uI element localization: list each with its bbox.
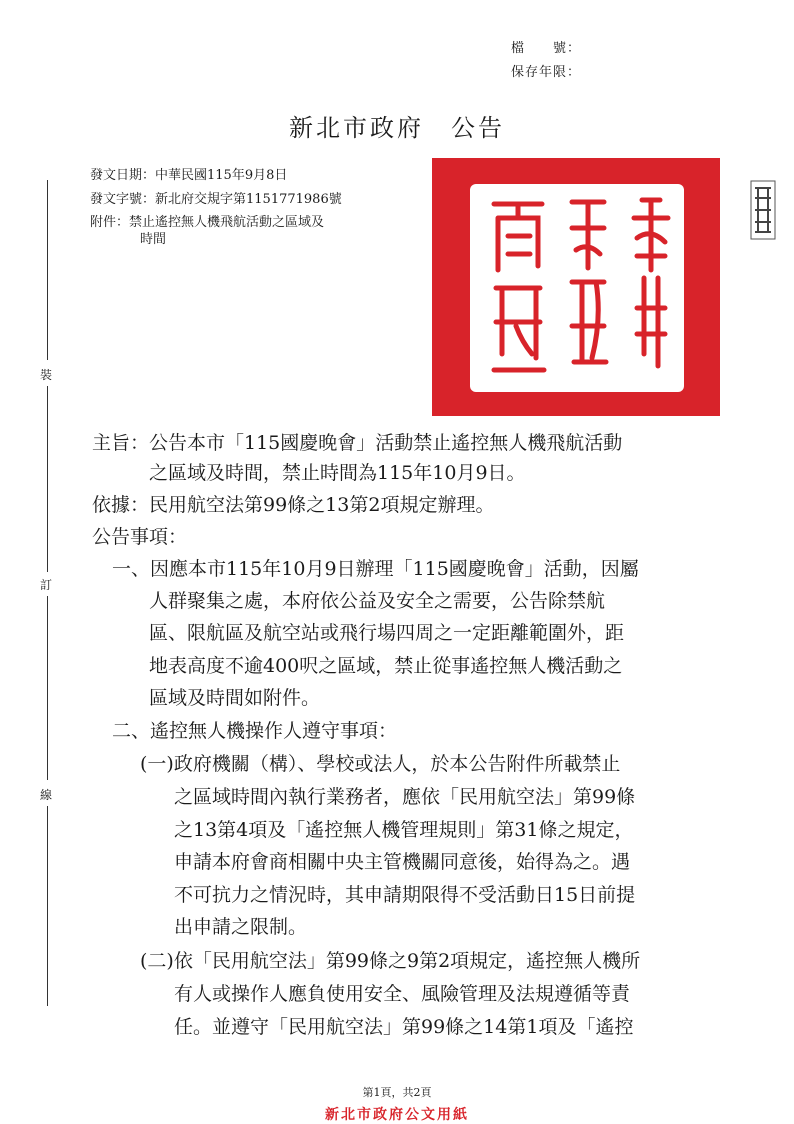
item-2-sub-1-line: 之13第4項及「遙控無人機管理規則」第31條之規定， (174, 819, 634, 841)
issue-date: 發文日期：中華民國115年9月8日 (90, 168, 288, 183)
binding-mark-xian: 線 (40, 788, 53, 802)
binding-line-segment (47, 596, 48, 780)
document-number: 發文字號：新北府交規字第1151771986號 (90, 192, 342, 207)
item-2-sub-2-line: 任。並遵守「民用航空法」第99條之14第1項及「遙控 (174, 1016, 634, 1038)
attachment-line-1: 附件：禁止遙控無人機飛航活動之區域及 (90, 215, 325, 230)
official-seal (432, 158, 720, 416)
item-2-sub-2-line: (二)依「民用航空法」第99條之9第2項規定，遙控無人機所 (140, 950, 641, 972)
binding-mark-ding: 訂 (40, 578, 53, 592)
item-2-heading: 二、遙控無人機操作人遵守事項： (112, 720, 398, 742)
item-2-sub-2-line: 有人或操作人應負使用安全、風險管理及法規遵循等責 (174, 983, 631, 1005)
items-heading: 公告事項： (92, 526, 188, 548)
binding-line-segment (47, 806, 48, 1006)
item-2-sub-1-line: 之區域時間內執行業務者，應依「民用航空法」第99條 (174, 786, 636, 808)
basis-line: 依據：民用航空法第99條之13第2項規定辦理。 (92, 494, 495, 516)
item-1-line: 區、限航區及航空站或飛行場四周之一定距離範圍外，距 (149, 622, 625, 644)
item-2-sub-1-line: 出申請之限制。 (174, 916, 308, 938)
binding-mark-zhuang: 裝 (40, 368, 53, 382)
right-edge-stamp (750, 180, 776, 240)
item-1-line: 地表高度不逾400呎之區域，禁止從事遙控無人機活動之 (149, 655, 623, 677)
item-2-sub-1-line: 不可抗力之情況時，其申請期限得不受活動日15日前提 (174, 884, 636, 906)
paper-label: 新北市政府公文用紙 (325, 1107, 469, 1123)
item-1-line: 區域及時間如附件。 (149, 687, 321, 709)
binding-line-segment (47, 180, 48, 360)
page-number: 第1頁，共2頁 (362, 1086, 432, 1099)
subject-line-1: 主旨：公告本市「115國慶晚會」活動禁止遙控無人機飛航活動 (92, 432, 623, 454)
file-number-label: 檔 號： (511, 41, 582, 56)
item-1-line: 一、因應本市115年10月9日辦理「115國慶晚會」活動，因屬 (112, 558, 639, 580)
page-title: 新北市政府 公告 (289, 114, 505, 142)
subject-line-2: 之區域及時間，禁止時間為115年10月9日。 (149, 462, 526, 484)
item-2-sub-1-line: (一)政府機關（構）、學校或法人，於本公告附件所載禁止 (140, 753, 621, 775)
attachment-line-2: 時間 (140, 232, 167, 247)
binding-line-segment (47, 386, 48, 572)
item-2-sub-1-line: 申請本府會商相關中央主管機關同意後，始得為之。遇 (174, 851, 631, 873)
retention-period-label: 保存年限： (511, 65, 582, 80)
item-1-line: 人群聚集之處，本府依公益及安全之需要，公告除禁航 (149, 590, 606, 612)
